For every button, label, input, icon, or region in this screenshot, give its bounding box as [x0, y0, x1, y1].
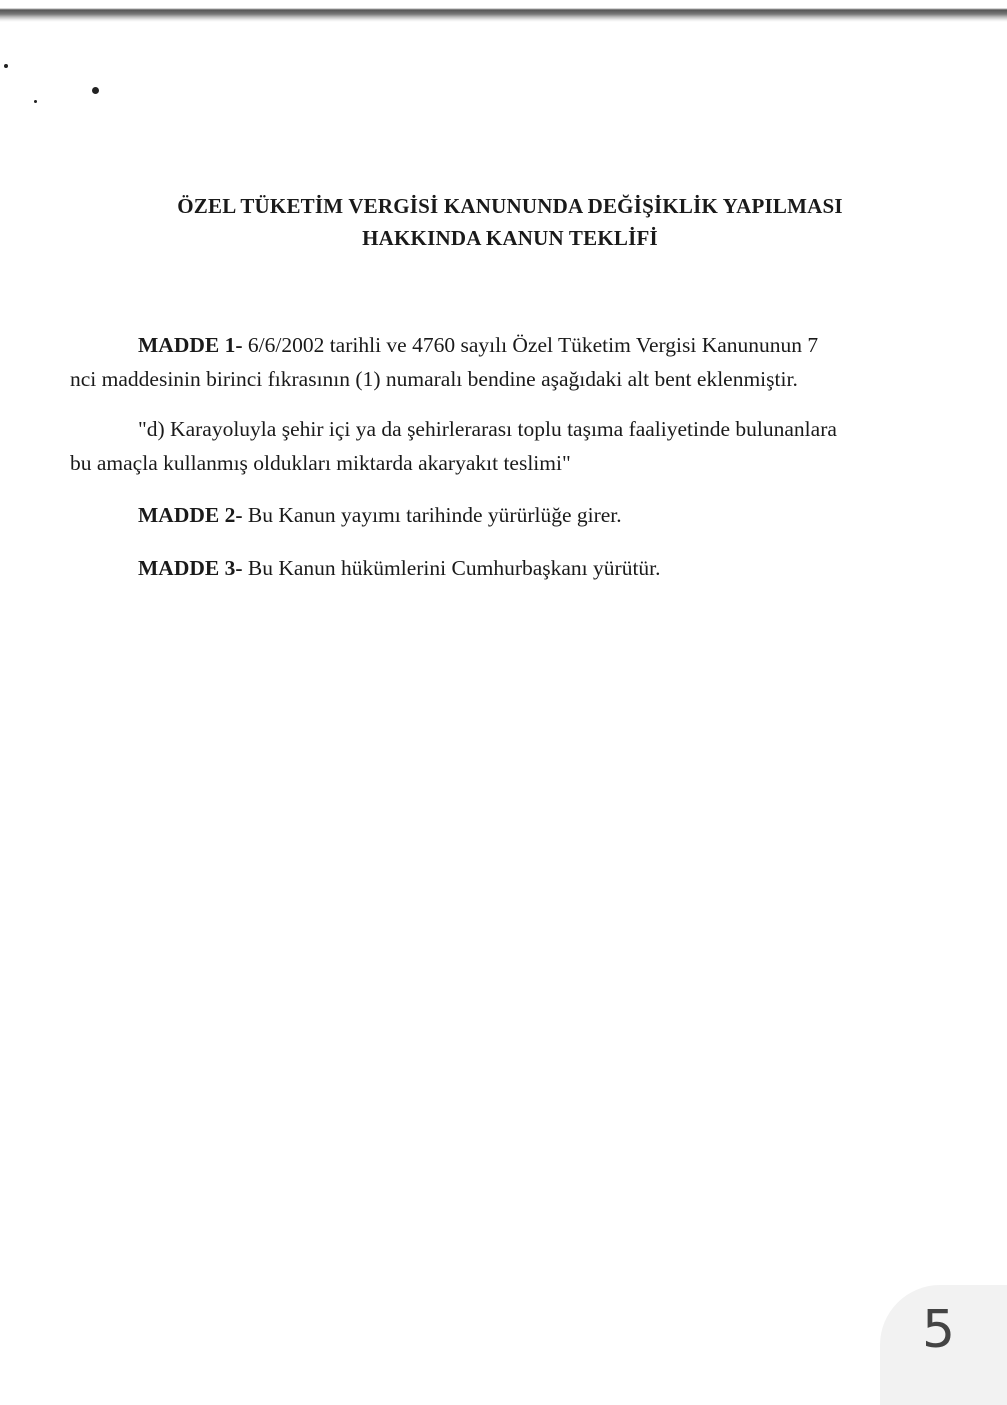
article-2-heading: MADDE 2-	[138, 503, 243, 527]
subparagraph-text-line-1: "d) Karayoluyla şehir içi ya da şehirlerarası toplu taşıma faaliyetinde bulunanlara	[138, 417, 837, 441]
scan-speck	[92, 87, 99, 94]
document-title	[60, 190, 960, 254]
article-1-subparagraph	[70, 412, 945, 480]
article-1	[70, 328, 945, 396]
article-1-text-line-2: nci maddesinin birinci fıkrasının (1) numaralı bendine aşağıdaki alt bent eklenmiştir.	[70, 367, 798, 391]
article-3	[70, 551, 945, 585]
scan-top-edge	[0, 0, 1007, 22]
subparagraph-text-line-2: bu amaçla kullanmış oldukları miktarda akaryakıt teslimi"	[70, 451, 571, 475]
scan-speck	[4, 64, 8, 68]
article-2-text: Bu Kanun yayımı tarihinde yürürlüğe girer.	[242, 503, 622, 527]
article-3-text: Bu Kanun hükümlerini Cumhurbaşkanı yürütür.	[242, 556, 661, 580]
scan-speck	[34, 100, 37, 103]
article-1-text-line-1: 6/6/2002 tarihli ve 4760 sayılı Özel Tüketim Vergisi Kanununun 7	[242, 333, 819, 357]
article-3-heading: MADDE 3-	[138, 556, 243, 580]
title-line-1: ÖZEL TÜKETİM VERGİSİ KANUNUNDA DEĞİŞİKLİK YAPILMASI	[177, 194, 843, 218]
article-2	[70, 498, 945, 532]
page-number: 5	[922, 1300, 956, 1360]
title-line-2: HAKKINDA KANUN TEKLİFİ	[362, 226, 658, 250]
article-1-heading: MADDE 1-	[138, 333, 243, 357]
